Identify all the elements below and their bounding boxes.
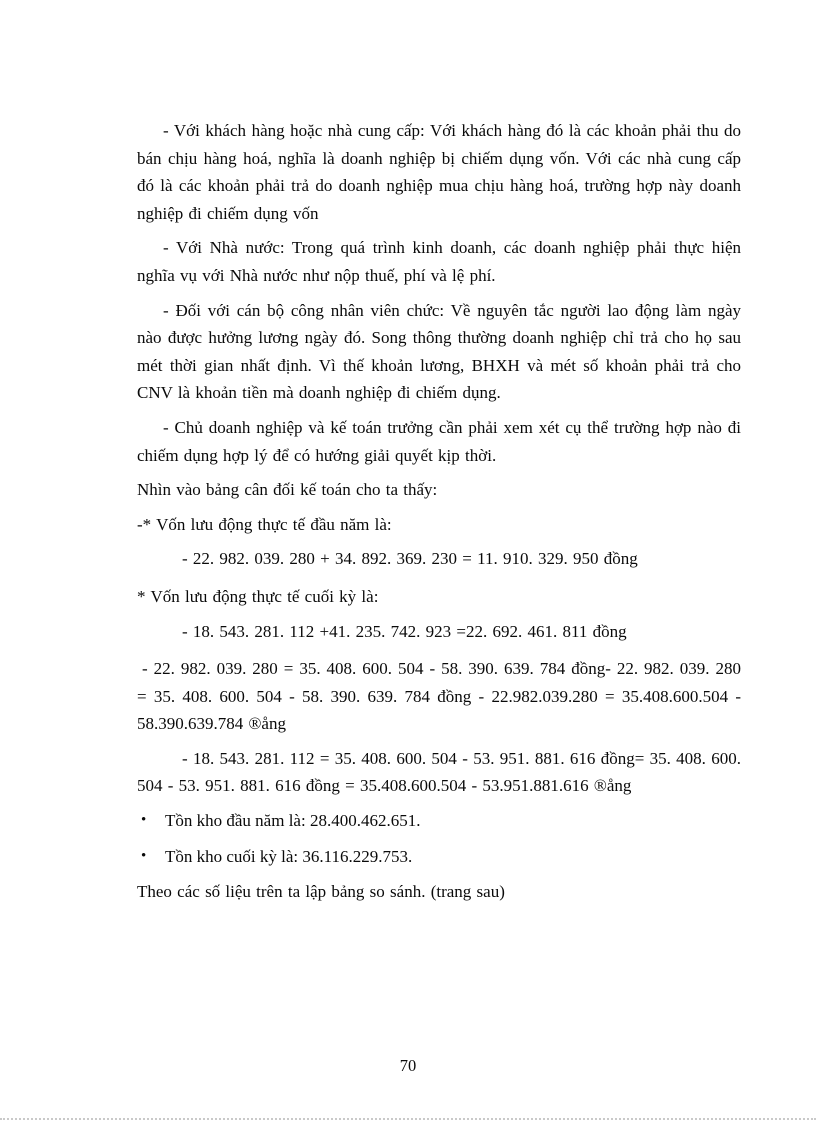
paragraph-balance-sheet-intro: Nhìn vào bảng cân đối kế toán cho ta thấy:: [137, 480, 438, 500]
formula-working-capital-start: - 22. 982. 039. 280 + 34. 892. 369. 230 = 11. 910. 329. 950 đồng: [182, 549, 638, 569]
page-bottom-edge-divider: [0, 1118, 816, 1120]
paragraph-employees: - Đối với cán bộ công nhân viên chức: Về nguyên tắc người lao động làm ngày nào được hưởng lương ngày đó. Song thông thường doanh nghiệp chỉ trả cho họ sau mét thời gian nhất định. Vì thế khoản lương, BHXH và mét số khoản phải trả cho CNV là khoản tiền mà doanh nghiệp đi chiếm dụng.: [137, 300, 741, 403]
page-number: 70: [399, 1056, 417, 1075]
paragraph-owner-accountant: - Chủ doanh nghiệp và kế toán trưởng cần phải xem xét cụ thể trường hợp nào đi chiếm dụng hợp lý để có hướng giải quyết kịp thời.: [137, 417, 741, 465]
list-item-text: Tồn kho cuối kỳ là: 36.116.229.753.: [165, 846, 413, 866]
paragraph-comparison-table-note: Theo các số liệu trên ta lập bảng so sánh. (trang sau): [137, 882, 505, 902]
paragraph-state: - Với Nhà nước: Trong quá trình kinh doanh, các doanh nghiệp phải thực hiện nghĩa vụ với Nhà nước như nộp thuế, phí và lệ phí.: [137, 238, 741, 285]
bullet-icon: •: [141, 812, 147, 829]
paragraph-working-capital-end-label: * Vốn lưu động thực tế cuối kỳ là:: [137, 586, 379, 606]
list-item-text: Tồn kho đầu năm là: 28.400.462.651.: [165, 811, 421, 831]
formula-working-capital-end: - 18. 543. 281. 112 +41. 235. 742. 923 =22. 692. 461. 811 đồng: [182, 621, 627, 641]
bullet-icon: •: [141, 847, 147, 864]
document-page-body: [137, 117, 741, 913]
list-item-inventory-start: [137, 807, 741, 835]
paragraph-customers-suppliers: - Với khách hàng hoặc nhà cung cấp: Với khách hàng đó là các khoản phải thu do bán chịu hàng hoá, nghĩa là doanh nghiệp bị chiếm dụng vốn. Với các nhà cung cấp đó là các khoản phải trả do doanh nghiệp mua chịu hàng hoá, trường hợp này doanh nghiệp đi chiếm dụng vốn: [137, 121, 741, 223]
formula-block-end-of-period: - 18. 543. 281. 112 = 35. 408. 600. 504 - 53. 951. 881. 616 đồng= 35. 408. 600. 504 - 53. 951. 881. 616 đồng = 35.408.600.504 - 53.951.881.616 ®ång: [137, 748, 741, 796]
formula-block-start-of-year: - 22. 982. 039. 280 = 35. 408. 600. 504 - 58. 390. 639. 784 đồng- 22. 982. 039. 280 = 35. 408. 600. 504 - 58. 390. 639. 784 đồng - 22.982.039.280 = 35.408.600.504 - 58.390.639.784 ®ång: [137, 659, 741, 734]
paragraph-working-capital-start-label: -* Vốn lưu động thực tế đầu năm là:: [137, 514, 392, 534]
list-item-inventory-end: [137, 843, 741, 871]
